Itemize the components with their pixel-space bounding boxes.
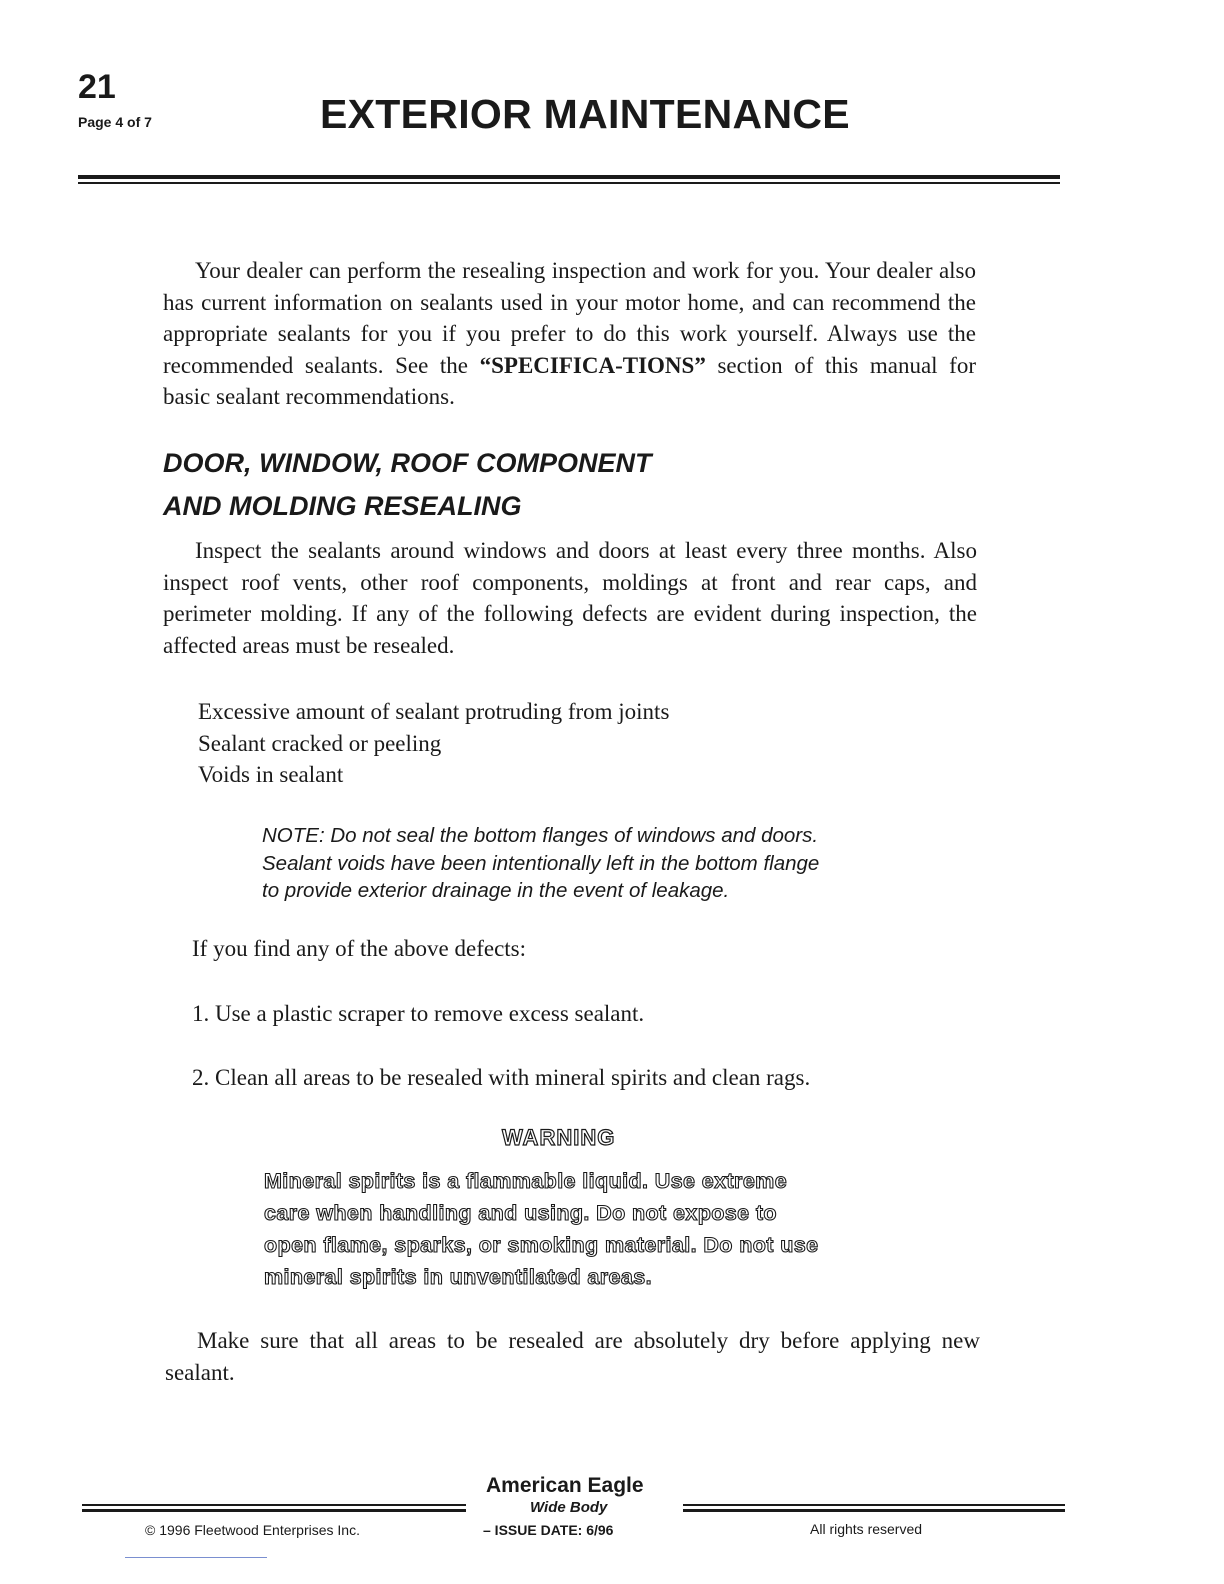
footer-rule-right-thick (683, 1509, 1065, 1512)
footer-rule-left-thick (82, 1509, 466, 1512)
note-line-1: NOTE: Do not seal the bottom flanges of windows and doors. (262, 824, 819, 847)
warning-line-2: care when handling and using. Do not expose to (264, 1201, 777, 1225)
note-block (262, 822, 902, 905)
footer-rule-left (82, 1504, 466, 1506)
chapter-number: 21 (78, 68, 116, 106)
header-rule-thick (78, 175, 1060, 179)
inspection-text: Inspect the sealants around windows and doors at least every three months. Also inspect roof vents, other roof components, moldings at front and rear caps, and perimeter molding. If any of the following defects are evident during inspection, the affected areas must be resealed. (163, 538, 977, 658)
step-2: 2. Clean all areas to be resealed with mineral spirits and clean rags. (192, 1065, 811, 1090)
footer-model: Wide Body (530, 1499, 608, 1516)
footer-rule-right (683, 1504, 1065, 1506)
footer-rights: All rights reserved (810, 1521, 923, 1537)
note-line-2: Sealant voids have been intentionally left in the bottom flange (262, 851, 820, 875)
warning-line-1: Mineral spirits is a flammable liquid. Use extreme (264, 1169, 788, 1193)
defect-item-2: Sealant cracked or peeling (198, 731, 442, 756)
section-heading-line1: DOOR, WINDOW, ROOF COMPONENT (163, 448, 652, 478)
footer-issue-date: – ISSUE DATE: 6/96 (483, 1522, 614, 1538)
warning-line-4: mineral spirits in unventilated areas. (264, 1265, 652, 1289)
warning-line-3: open flame, sparks, or smoking material. Do not use (264, 1233, 819, 1257)
intro-text-after: section of this manual for basic sealant recommendations. (163, 352, 976, 409)
steps-intro: If you find any of the above defects: (192, 936, 527, 961)
inspection-paragraph (163, 535, 977, 661)
note-line-3: to provide exterior drainage in the event of leakage. (262, 879, 730, 902)
page-title: EXTERIOR MAINTENANCE (320, 91, 850, 137)
bottom-divider (125, 1557, 267, 1558)
intro-text-before: Your dealer can perform the resealing inspection and work for you. Your dealer also has current information on sealants used in your motor home, and can recommend the appropriate sealants for you if you prefer to do this work yourself. Always use the recommended sealants. See the (163, 258, 976, 378)
header-rule-thin (78, 182, 1060, 184)
intro-paragraph (163, 255, 976, 413)
defect-item-3: Voids in sealant (198, 762, 344, 787)
warning-body (264, 1165, 818, 1293)
specifications-reference: “SPECIFICA-TIONS” (479, 352, 706, 378)
footer-copyright: © 1996 Fleetwood Enterprises Inc. (145, 1522, 360, 1538)
closing-paragraph (165, 1325, 980, 1388)
defect-item-1: Excessive amount of sealant protruding from joints (198, 699, 670, 724)
step-1: 1. Use a plastic scraper to remove excess sealant. (192, 1001, 645, 1026)
page-indicator: Page 4 of 7 (78, 114, 152, 130)
footer-brand: American Eagle (486, 1474, 644, 1497)
section-heading-line2: AND MOLDING RESEALING (163, 491, 522, 521)
warning-title: WARNING (502, 1125, 616, 1150)
closing-text: Make sure that all areas to be resealed are absolutely dry before applying new sealant. (165, 1328, 980, 1385)
